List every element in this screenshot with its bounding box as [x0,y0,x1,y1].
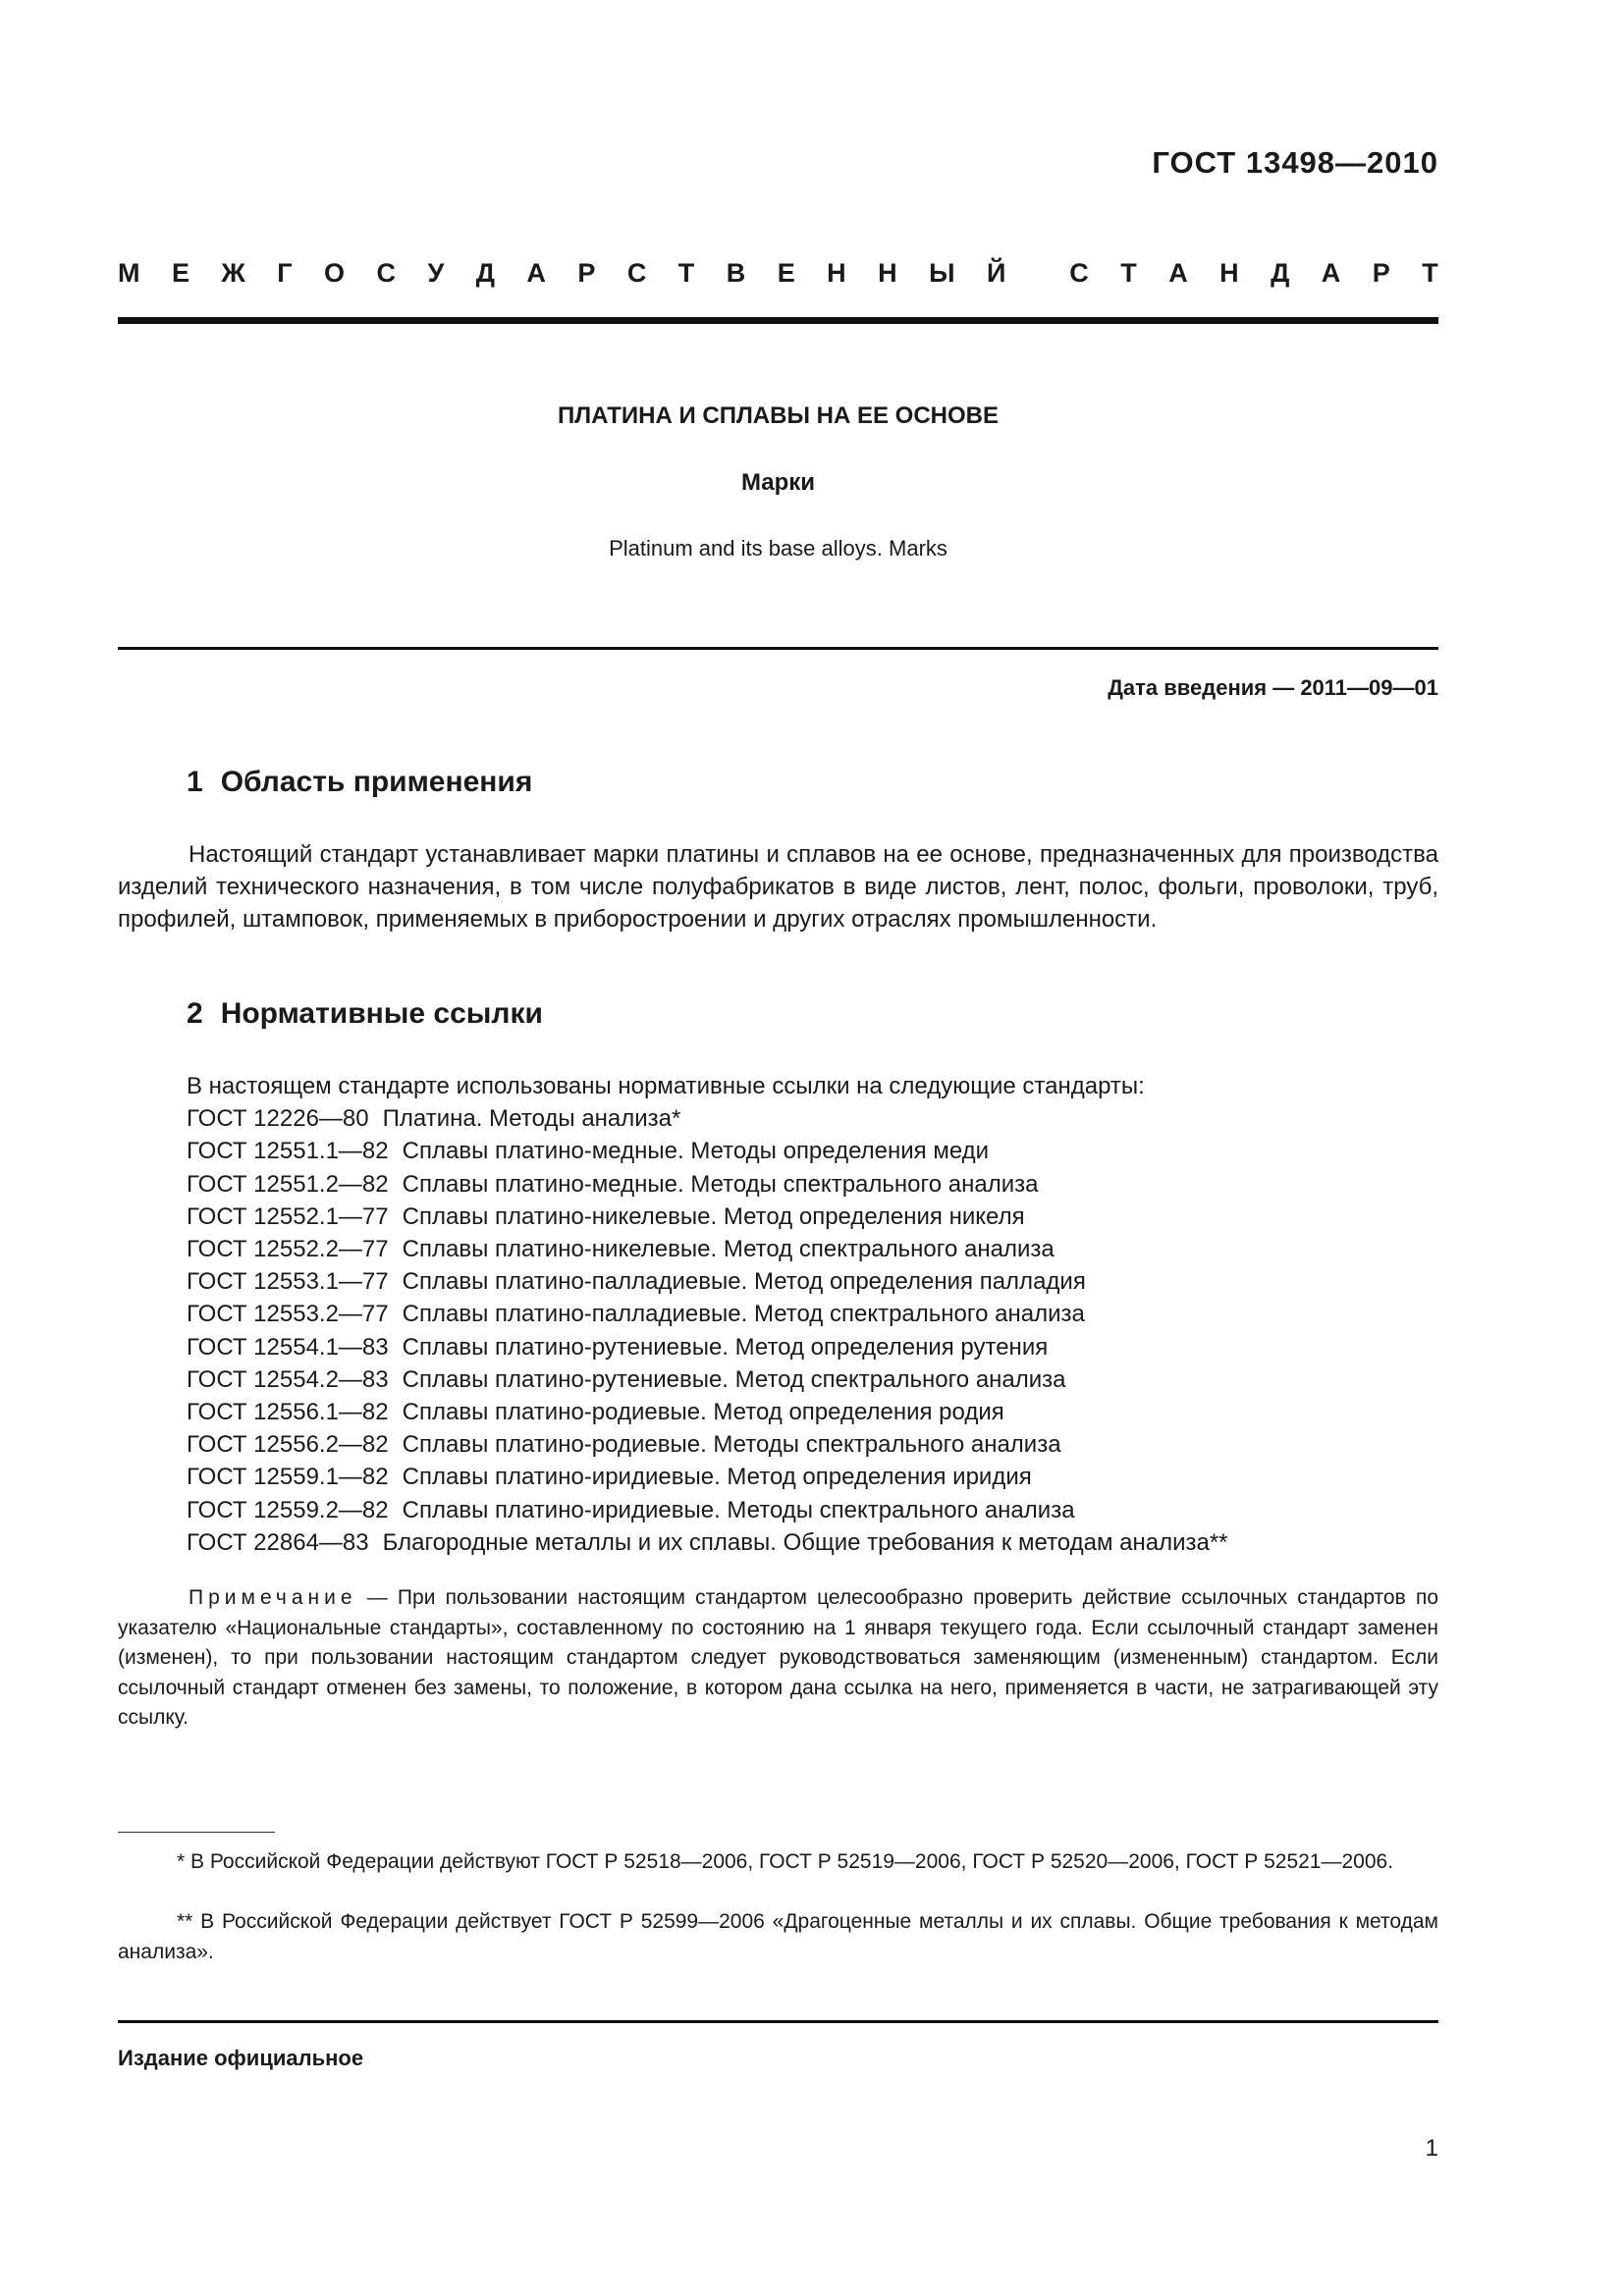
banner-letter: Р [577,258,596,288]
reference-item [187,1494,1438,1526]
reference-item [187,1526,1438,1559]
reference-title: Сплавы платино-медные. Методы спектрального анализа [402,1170,1039,1198]
references-note [118,1583,1438,1734]
banner-letter: Г [277,258,293,288]
normative-references-list [187,1070,1438,1559]
banner-letter: Р [1372,258,1390,288]
introduction-date: Дата введения — 2011—09—01 [1108,675,1438,700]
document-page [118,0,1438,2296]
reference-title: Сплавы платино-никелевые. Метод определения никеля [402,1202,1025,1230]
banner-letter: Е [777,258,795,288]
english-title: Platinum and its base alloys. Marks [609,536,947,561]
section-number: 2 [187,997,203,1030]
reference-title: Сплавы платино-медные. Методы определения меди [402,1138,990,1165]
note-label: Примечание [189,1586,357,1609]
banner-letter: Т [1422,258,1438,288]
reference-item [187,1201,1438,1233]
reference-title: Сплавы платино-иридиевые. Методы спектрального анализа [402,1496,1075,1523]
title-divider [118,647,1438,650]
footer-divider [118,2020,1438,2023]
reference-title: Сплавы платино-палладиевые. Метод спектрального анализа [402,1301,1085,1328]
banner-letter: Т [1120,258,1137,288]
banner-letter: Ы [929,258,955,288]
banner-letter: Д [475,258,495,288]
section-1-heading [187,766,532,799]
reference-code: ГОСТ 12559.1—82 [187,1464,389,1491]
note-text: — При пользовании настоящим стандартом целесообразно проверить действие ссылочных стандартов по указателю «Национальные стандарты», составленному по состоянию на 1 января текущего года. Если ссылочный стандарт заменен (изменен), то при пользовании настоящим стандартом следует руководствоваться заменяющим (измененным) стандартом. Если ссылочный стандарт отменен без замены, то положение, в котором дана ссылка на него, применяется в части, не затрагивающей эту ссылку. [118,1586,1438,1729]
page-number: 1 [1425,2135,1438,2162]
reference-code: ГОСТ 12552.2—77 [187,1236,389,1263]
reference-title: Сплавы платино-родиевые. Методы спектрального анализа [402,1431,1061,1459]
section-2-heading [187,997,543,1031]
reference-title: Сплавы платино-рутениевые. Метод определения рутения [402,1333,1049,1361]
reference-item [187,1461,1438,1493]
reference-title: Сплавы платино-иридиевые. Метод определения иридия [402,1464,1032,1491]
document-title: ПЛАТИНА И СПЛАВЫ НА ЕЕ ОСНОВЕ [558,402,999,429]
footnote-text: ** В Российской Федерации действует ГОСТ Р 52599—2006 «Драгоценные металлы и их сплавы. Общие требования к методам анализа». [118,1910,1438,1963]
reference-item [187,1363,1438,1396]
reference-item [187,1298,1438,1330]
reference-title: Благородные металлы и их сплавы. Общие требования к методам анализа** [382,1528,1228,1556]
section-number: 1 [187,766,203,798]
reference-title: Сплавы платино-палладиевые. Метод определения палладия [402,1268,1086,1296]
banner-letter: М [118,258,140,288]
banner-letter: А [526,258,546,288]
reference-item [187,1396,1438,1428]
section-1-text [118,838,1438,935]
banner-letter: Ж [221,258,245,288]
reference-code: ГОСТ 12554.2—83 [187,1365,389,1393]
document-number: ГОСТ 13498—2010 [1152,145,1438,180]
banner-letter: Н [1219,258,1239,288]
banner-letter: Е [171,258,189,288]
banner-letter: В [726,258,746,288]
banner-letter: С [376,258,397,288]
document-subtitle: Марки [740,469,816,496]
reference-code: ГОСТ 12552.1—77 [187,1202,389,1230]
reference-item [187,1331,1438,1363]
reference-title: Платина. Методы анализа* [382,1105,681,1133]
reference-code: ГОСТ 12559.2—82 [187,1496,389,1523]
banner-letter: У [427,258,445,288]
footnote-text: * В Российской Федерации действуют ГОСТ Р 52518—2006, ГОСТ Р 52519—2006, ГОСТ Р 52520—2006, ГОСТ Р 52521—2006. [177,1850,1394,1873]
banner-letter: Д [1271,258,1290,288]
standard-type-banner [118,258,1438,289]
reference-title: Сплавы платино-никелевые. Метод спектрального анализа [402,1236,1055,1263]
banner-letter: С [626,258,647,288]
footnote-1 [118,1847,1438,1878]
reference-title: Сплавы платино-рутениевые. Метод спектрального анализа [402,1365,1066,1393]
banner-letter: А [1168,258,1188,288]
banner-letter: О [324,258,346,288]
header-divider [118,317,1438,324]
reference-item [187,1265,1438,1298]
reference-code: ГОСТ 12551.1—82 [187,1138,389,1165]
reference-code: ГОСТ 12551.2—82 [187,1170,389,1198]
reference-code: ГОСТ 12553.1—77 [187,1268,389,1296]
banner-letter: Й [986,258,1006,288]
reference-item [187,1135,1438,1167]
reference-code: ГОСТ 12554.1—83 [187,1333,389,1361]
reference-code: ГОСТ 22864—83 [187,1528,369,1556]
reference-title: Сплавы платино-родиевые. Метод определения родия [402,1399,1004,1426]
reference-code: ГОСТ 12556.2—82 [187,1431,389,1459]
reference-item [187,1102,1438,1135]
banner-letter: Н [827,258,846,288]
reference-code: ГОСТ 12556.1—82 [187,1399,389,1426]
reference-item [187,1168,1438,1201]
reference-item [187,1233,1438,1265]
reference-code: ГОСТ 12553.2—77 [187,1301,389,1328]
banner-letter: Н [878,258,897,288]
reference-item [187,1428,1438,1461]
footnote-2 [118,1907,1438,1967]
banner-letter: А [1321,258,1341,288]
footnote-separator [118,1832,275,1833]
section-title: Нормативные ссылки [220,997,543,1030]
banner-letter: Т [677,258,695,288]
references-intro: В настоящем стандарте использованы нормативные ссылки на следующие стандарты: [187,1073,1145,1099]
banner-letter: С [1069,258,1089,288]
section-title: Область применения [220,766,533,798]
paragraph-text: Настоящий стандарт устанавливает марки платины и сплавов на ее основе, предназначенных для производства изделий технического назначения, в том числе полуфабрикатов в виде листов, лент, полос, фольги, проволоки, труб, профилей, штамповок, применяемых в приборостроении и других отраслях промышленности. [118,841,1438,933]
reference-code: ГОСТ 12226—80 [187,1105,369,1133]
official-edition-label: Издание официальное [118,2046,364,2070]
